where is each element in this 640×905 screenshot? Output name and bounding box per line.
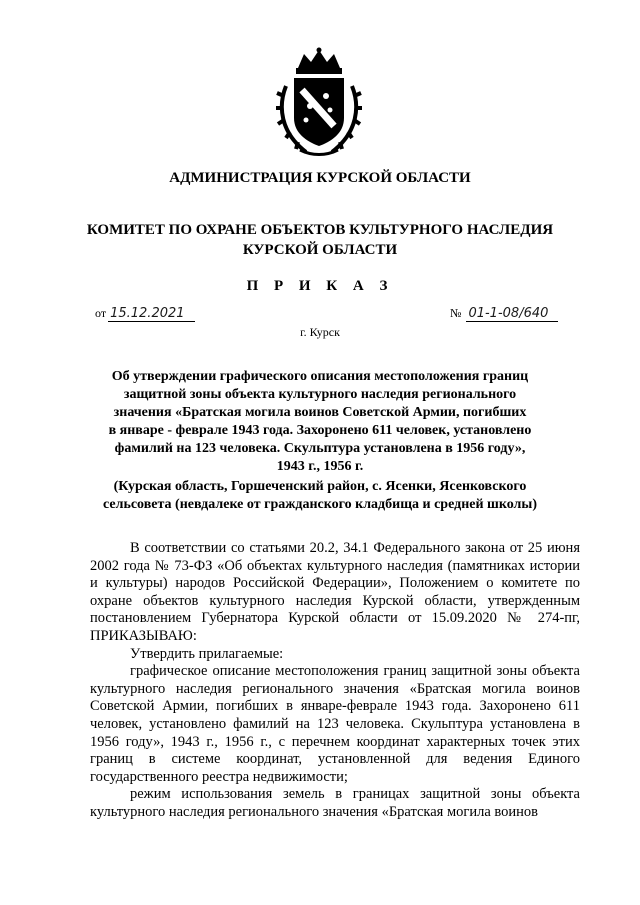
coat-of-arms-icon [276,46,362,158]
order-title [70,368,570,514]
order-date [95,306,195,322]
title-line: значения «Братская могила воинов Советской Армии, погибших [113,405,527,420]
number-value: 01-1-08/640 [466,307,558,322]
title-line: в январе - феврале 1943 года. Захоронено 611 человек, установлено [108,423,532,438]
title-line: защитной зоны объекта культурного наследия регионального [123,387,517,402]
body-paragraph: В соответствии со статьями 20.2, 34.1 Федерального закона от 25 июня 2002 года № 73-ФЗ «Об объектах культурного наследия (памятниках истории и культуры) народов Российской Федерации», Положением о комитете по охране объектов культурного наследия Курской области, утвержденным постановлением Губернатора Курской области от 15.09.2020 № 274-пг, ПРИКАЗЫВАЮ: [90,540,580,644]
order-body [90,540,580,822]
number-prefix: № [450,306,462,320]
order-number [450,306,558,322]
city: г. Курск [300,325,340,339]
committee-title-line2: КУРСКОЙ ОБЛАСТИ [242,242,398,258]
title-location-line: (Курская область, Горшеченский район, с. Ясенки, Ясенковского [113,479,527,494]
committee-title [0,220,640,260]
title-location-line: сельсовета (невдалеке от гражданского кладбища и средней школы) [102,497,538,512]
date-prefix: от [95,306,107,320]
body-paragraph: Утвердить прилагаемые: [130,645,284,662]
title-line: Об утверждении графического описания местоположения границ [111,369,529,384]
body-paragraph: графическое описание местоположения границ защитной зоны объекта культурного наследия регионального значения «Братская могила воинов Советской Армии, погибших в январе-феврале 1943 года. Захоронено 611 человек, установлено фамилий на 123 человека. Скульптура установлена в 1956 году», 1943 г., 1956 г., с перечнем координат характерных точек этих границ в системе координат, установленной для ведения Единого государственного реестра недвижимости; [90,663,580,785]
date-value: 15.12.2021 [108,307,194,322]
title-line: фамилий на 123 человека. Скульптура установлена в 1956 году», [114,441,526,456]
body-paragraph: режим использования земель в границах защитной зоны объекта культурного наследия регионального значения «Братская могила воинов [90,786,580,820]
title-line: 1943 г., 1956 г. [276,459,364,474]
committee-title-line1: КОМИТЕТ ПО ОХРАНЕ ОБЪЕКТОВ КУЛЬТУРНОГО НАСЛЕДИЯ [86,222,554,238]
administration-title: АДМИНИСТРАЦИЯ КУРСКОЙ ОБЛАСТИ [169,170,471,186]
document-type: П Р И К А З [246,278,394,294]
